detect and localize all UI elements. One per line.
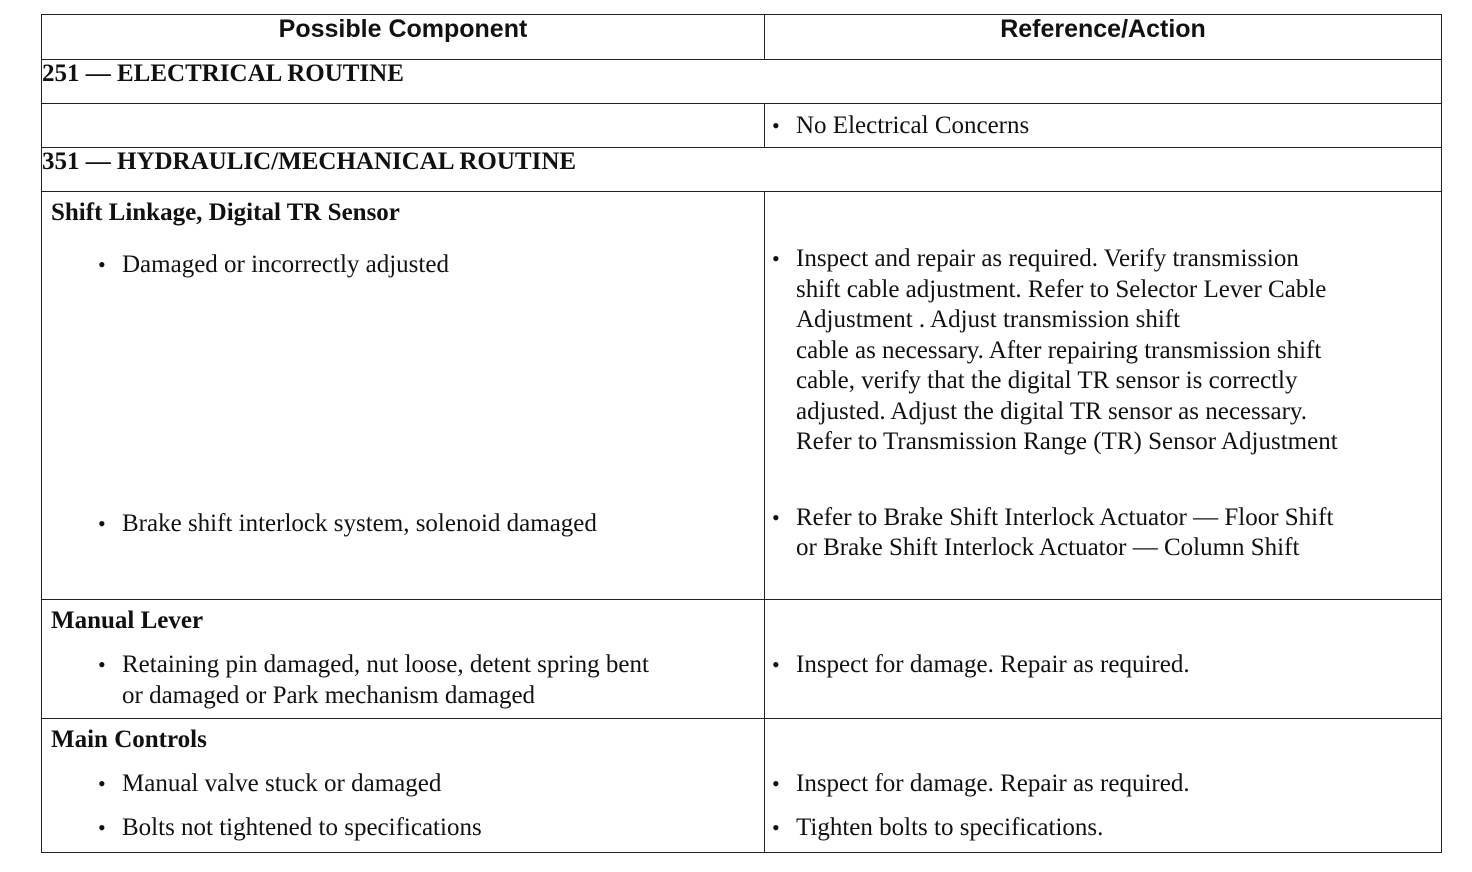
bullet-icon: • xyxy=(772,652,780,677)
action-line: adjusted. Adjust the digital TR sensor as necessary. xyxy=(796,397,1308,425)
list-item xyxy=(765,769,1441,800)
action-line: or Brake Shift Interlock Actuator — Column Shift xyxy=(796,534,1300,561)
component-text: Bolts not tightened to specifications xyxy=(122,813,482,841)
cell-empty-component xyxy=(42,104,765,148)
action-text: Inspect for damage. Repair as required. xyxy=(796,770,1190,797)
cell-shift-linkage-components xyxy=(42,192,765,600)
list-item xyxy=(51,769,755,800)
list-item xyxy=(51,250,755,281)
cell-manual-lever-components xyxy=(42,600,765,719)
section-row-hydraulic xyxy=(42,148,1442,192)
list-item xyxy=(765,650,1441,681)
bullet-icon: • xyxy=(98,814,106,840)
component-text: Damaged or incorrectly adjusted xyxy=(122,251,449,278)
bullet-icon: • xyxy=(98,771,106,796)
table-row-main-controls xyxy=(42,719,1442,853)
action-text: No Electrical Concerns xyxy=(796,112,1030,139)
action-line: cable as necessary. After repairing transmission shift xyxy=(796,336,1322,364)
section-title-hydraulic: 351 — HYDRAULIC/MECHANICAL ROUTINE xyxy=(42,148,1442,192)
cell-shift-linkage-actions xyxy=(765,192,1442,600)
group-title-main-controls: Main Controls xyxy=(51,726,207,753)
bullet-icon: • xyxy=(772,113,780,138)
bullet-icon: • xyxy=(98,252,106,277)
table-row-manual-lever xyxy=(42,600,1442,719)
action-text: Tighten bolts to specifications. xyxy=(796,813,1104,841)
cell-main-controls-actions xyxy=(765,719,1442,853)
list-item xyxy=(765,813,1441,844)
diagnostic-table xyxy=(41,14,1442,853)
table-row-shift-linkage xyxy=(42,192,1442,600)
action-line: Inspect and repair as required. Verify transmission xyxy=(796,245,1299,272)
bullet-icon: • xyxy=(772,771,780,796)
action-line: Adjustment . Adjust transmission shift xyxy=(796,306,1181,333)
section-title-electrical: 251 — ELECTRICAL ROUTINE xyxy=(42,60,1442,104)
list-item xyxy=(51,650,755,711)
group-title-shift-linkage: Shift Linkage, Digital TR Sensor xyxy=(51,199,400,226)
action-line: Refer to Brake Shift Interlock Actuator — Floor Shift xyxy=(796,503,1334,531)
list-item xyxy=(51,509,755,540)
table-row-electrical xyxy=(42,104,1442,148)
component-line: or damaged or Park mechanism damaged xyxy=(122,681,536,709)
cell-electrical-action xyxy=(765,104,1442,148)
action-line: shift cable adjustment. Refer to Selector Lever Cable xyxy=(796,275,1327,303)
action-line: cable, verify that the digital TR sensor is correctly xyxy=(796,367,1298,394)
bullet-icon: • xyxy=(772,504,780,530)
bullet-icon: • xyxy=(98,510,106,536)
component-text: Brake shift interlock system, solenoid damaged xyxy=(122,509,597,537)
header-reference-action: Reference/Action xyxy=(765,15,1442,60)
component-line: Retaining pin damaged, nut loose, detent spring bent xyxy=(122,651,649,678)
cell-manual-lever-actions xyxy=(765,600,1442,719)
section-row-electrical xyxy=(42,60,1442,104)
bullet-icon: • xyxy=(772,246,780,271)
bullet-icon: • xyxy=(772,814,780,840)
list-item xyxy=(765,244,1441,458)
action-line: Refer to Transmission Range (TR) Sensor Adjustment xyxy=(796,428,1338,455)
header-row xyxy=(42,15,1442,60)
list-item xyxy=(51,813,755,844)
header-possible-component: Possible Component xyxy=(42,15,765,60)
cell-main-controls-components xyxy=(42,719,765,853)
action-text: Inspect for damage. Repair as required. xyxy=(796,651,1190,678)
component-text: Manual valve stuck or damaged xyxy=(122,770,442,797)
bullet-icon: • xyxy=(98,652,106,677)
list-item xyxy=(765,111,1441,142)
list-item xyxy=(765,503,1441,564)
group-title-manual-lever: Manual Lever xyxy=(51,607,204,634)
